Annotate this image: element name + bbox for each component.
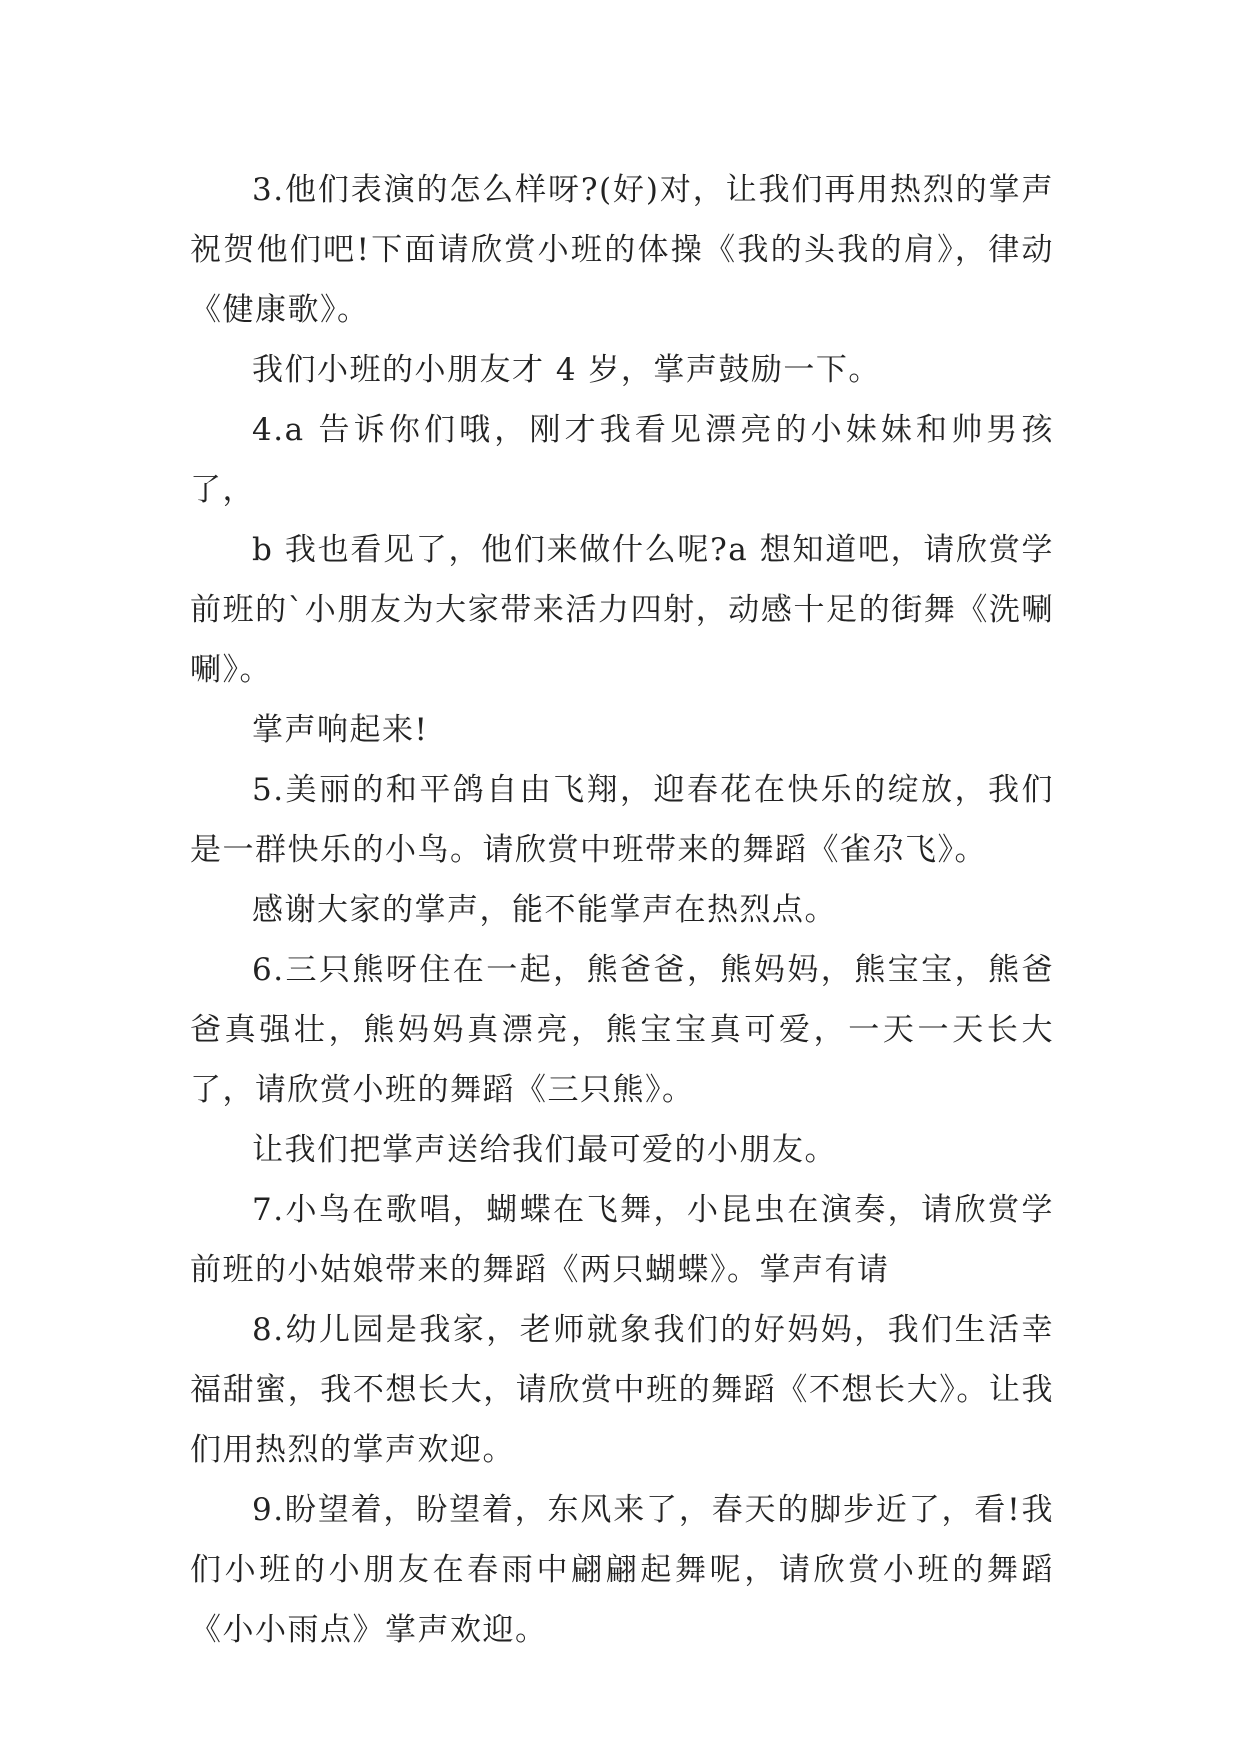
paragraph: 3.他们表演的怎么样呀?(好)对，让我们再用热烈的掌声祝贺他们吧!下面请欣赏小班的体操《我的头我的肩》，律动《健康歌》。 (190, 172, 1054, 328)
paragraph: 掌声响起来! (252, 712, 429, 748)
document-body (190, 160, 1054, 1660)
paragraph: 7.小鸟在歌唱，蝴蝶在飞舞，小昆虫在演奏，请欣赏学前班的小姑娘带来的舞蹈《两只蝴蝶》。掌声有请 (190, 1192, 1054, 1288)
paragraph: b 我也看见了，他们来做什么呢?a 想知道吧，请欣赏学前班的`小朋友为大家带来活力四射，动感十足的街舞《洗唰唰》。 (190, 532, 1054, 688)
paragraph: 让我们把掌声送给我们最可爱的小朋友。 (252, 1132, 837, 1168)
paragraph: 5.美丽的和平鸽自由飞翔，迎春花在快乐的绽放，我们是一群快乐的小鸟。请欣赏中班带来的舞蹈《雀尕飞》。 (190, 772, 1054, 868)
paragraph: 8.幼儿园是我家，老师就象我们的好妈妈，我们生活幸福甜蜜，我不想长大，请欣赏中班的舞蹈《不想长大》。让我们用热烈的掌声欢迎。 (190, 1312, 1054, 1468)
paragraph: 我们小班的小朋友才 4 岁，掌声鼓励一下。 (252, 352, 881, 388)
paragraph: 6.三只熊呀住在一起，熊爸爸，熊妈妈，熊宝宝，熊爸爸真强壮，熊妈妈真漂亮，熊宝宝真可爱，一天一天长大了，请欣赏小班的舞蹈《三只熊》。 (190, 952, 1054, 1108)
paragraph: 4.a 告诉你们哦，刚才我看见漂亮的小妹妹和帅男孩了， (190, 412, 1054, 508)
paragraph: 感谢大家的掌声，能不能掌声在热烈点。 (252, 892, 837, 928)
paragraph: 9.盼望着，盼望着，东风来了，春天的脚步近了，看!我们小班的小朋友在春雨中翩翩起舞呢，请欣赏小班的舞蹈《小小雨点》掌声欢迎。 (190, 1492, 1054, 1648)
